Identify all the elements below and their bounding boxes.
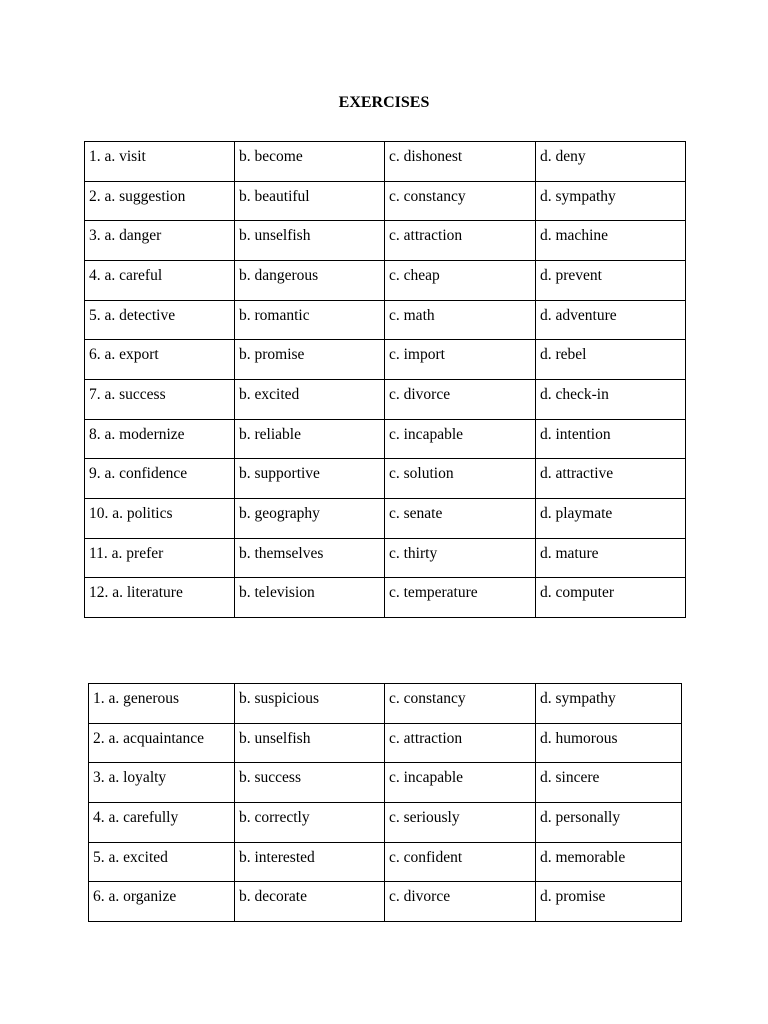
choice-b: b. excited [235, 380, 385, 420]
choice-d: d. adventure [536, 301, 686, 341]
choice-b: b. unselfish [235, 724, 385, 764]
choice-d: d. rebel [536, 340, 686, 380]
question-row [85, 539, 686, 579]
choice-d: d. promise [536, 882, 682, 922]
choice-a: 3. a. danger [85, 221, 235, 261]
choice-b: b. decorate [235, 882, 385, 922]
choice-d: d. sympathy [536, 182, 686, 222]
choice-c: c. confident [385, 843, 536, 883]
choice-c: c. temperature [385, 578, 536, 618]
question-row [85, 340, 686, 380]
choice-d: d. computer [536, 578, 686, 618]
question-row [89, 882, 682, 922]
choice-c: c. solution [385, 459, 536, 499]
choice-b: b. themselves [235, 539, 385, 579]
choice-b: b. unselfish [235, 221, 385, 261]
choice-c: c. constancy [385, 182, 536, 222]
choice-b: b. suspicious [235, 684, 385, 724]
choice-a: 11. a. prefer [85, 539, 235, 579]
choice-b: b. success [235, 763, 385, 803]
question-row [89, 763, 682, 803]
choice-a: 5. a. detective [85, 301, 235, 341]
choice-b: b. television [235, 578, 385, 618]
choice-a: 7. a. success [85, 380, 235, 420]
choice-b: b. reliable [235, 420, 385, 460]
choice-a: 1. a. visit [85, 142, 235, 182]
choice-d: d. personally [536, 803, 682, 843]
choice-d: d. sympathy [536, 684, 682, 724]
choice-c: c. attraction [385, 221, 536, 261]
choice-a: 4. a. careful [85, 261, 235, 301]
choice-a: 6. a. export [85, 340, 235, 380]
choice-a: 3. a. loyalty [89, 763, 235, 803]
choice-c: c. seriously [385, 803, 536, 843]
choice-c: c. math [385, 301, 536, 341]
choice-c: c. incapable [385, 763, 536, 803]
exercise-table-1 [84, 141, 686, 618]
choice-a: 4. a. carefully [89, 803, 235, 843]
choice-c: c. senate [385, 499, 536, 539]
choice-d: d. humorous [536, 724, 682, 764]
choice-b: b. romantic [235, 301, 385, 341]
choice-c: c. import [385, 340, 536, 380]
exercise-table-2 [88, 683, 682, 922]
question-row [85, 182, 686, 222]
choice-d: d. memorable [536, 843, 682, 883]
choice-a: 9. a. confidence [85, 459, 235, 499]
choice-a: 2. a. acquaintance [89, 724, 235, 764]
choice-c: c. constancy [385, 684, 536, 724]
choice-d: d. machine [536, 221, 686, 261]
choice-b: b. geography [235, 499, 385, 539]
question-row [85, 301, 686, 341]
question-row [89, 724, 682, 764]
choice-a: 10. a. politics [85, 499, 235, 539]
question-row [85, 380, 686, 420]
choice-b: b. correctly [235, 803, 385, 843]
question-row [85, 142, 686, 182]
choice-b: b. beautiful [235, 182, 385, 222]
question-row [89, 843, 682, 883]
question-row [85, 221, 686, 261]
question-row [89, 803, 682, 843]
choice-d: d. intention [536, 420, 686, 460]
choice-d: d. sincere [536, 763, 682, 803]
question-row [85, 420, 686, 460]
choice-b: b. dangerous [235, 261, 385, 301]
choice-c: c. cheap [385, 261, 536, 301]
choice-c: c. incapable [385, 420, 536, 460]
question-row [85, 499, 686, 539]
choice-c: c. attraction [385, 724, 536, 764]
choice-d: d. prevent [536, 261, 686, 301]
choice-c: c. dishonest [385, 142, 536, 182]
choice-d: d. check-in [536, 380, 686, 420]
choice-a: 6. a. organize [89, 882, 235, 922]
choice-a: 2. a. suggestion [85, 182, 235, 222]
question-row [85, 261, 686, 301]
choice-b: b. supportive [235, 459, 385, 499]
choice-b: b. become [235, 142, 385, 182]
choice-a: 1. a. generous [89, 684, 235, 724]
choice-a: 8. a. modernize [85, 420, 235, 460]
choice-b: b. promise [235, 340, 385, 380]
choice-c: c. thirty [385, 539, 536, 579]
choice-a: 5. a. excited [89, 843, 235, 883]
choice-b: b. interested [235, 843, 385, 883]
choice-d: d. playmate [536, 499, 686, 539]
choice-c: c. divorce [385, 882, 536, 922]
question-row [89, 684, 682, 724]
choice-c: c. divorce [385, 380, 536, 420]
choice-a: 12. a. literature [85, 578, 235, 618]
choice-d: d. mature [536, 539, 686, 579]
page-title: EXERCISES [338, 94, 430, 111]
choice-d: d. deny [536, 142, 686, 182]
choice-d: d. attractive [536, 459, 686, 499]
question-row [85, 578, 686, 618]
question-row [85, 459, 686, 499]
